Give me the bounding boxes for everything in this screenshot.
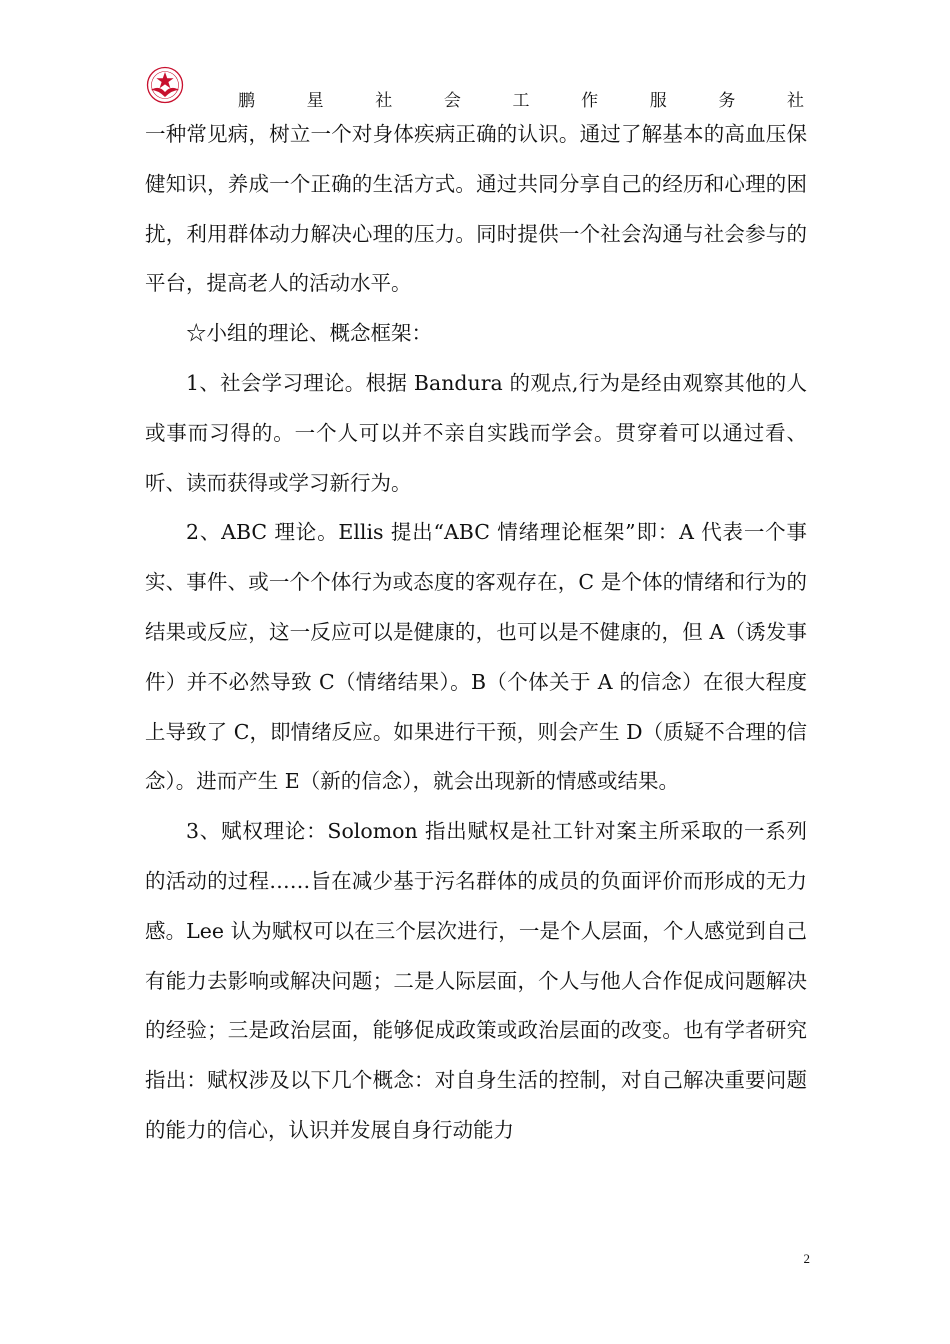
paragraph-intro-continued: 一种常见病，树立一个对身体疾病正确的认识。通过了解基本的高血压保健知识，养成一个正确的生活方式。通过共同分享自己的经历和心理的困扰，利用群体动力解决心理的压力。同时提供一个社会沟通与社会参与的平台，提高老人的活动水平。 xyxy=(145,122,807,296)
organization-name xyxy=(238,86,804,111)
star-eagle-emblem-icon xyxy=(142,66,188,104)
org-char: 鹏 xyxy=(238,91,255,111)
org-char: 社 xyxy=(375,91,393,111)
org-char: 会 xyxy=(443,91,461,111)
paragraph-empowerment-theory: 3、赋权理论：Solomon 指出赋权是社工针对案主所采取的一系列的活动的过程……旨在减少基于污名群体的成员的负面评价而形成的无力感。Lee 认为赋权可以在三个层次进行，一是个人层面，个人感觉到自己有能力去影响或解决问题；二是人际层面，个人与他人合作促成问题解决的经验；三是政治层面，能够促成政策或政治层面的改变。也有学者研究指出：赋权涉及以下几个概念：对自身生活的控制，对自己解决重要问题的能力的信心，认识并发展自身行动能力 xyxy=(145,819,807,1142)
page-number: 2 xyxy=(803,1251,810,1266)
page-header xyxy=(142,66,812,110)
org-char: 作 xyxy=(581,91,599,111)
org-char: 工 xyxy=(512,91,530,111)
org-char: 服 xyxy=(649,91,667,111)
org-char: 星 xyxy=(306,91,324,111)
document-body xyxy=(145,110,807,1156)
org-char: 社 xyxy=(787,91,804,111)
paragraph-social-learning-theory: 1、社会学习理论。根据 Bandura 的观点,行为是经由观察其他的人或事而习得的。一个人可以并不亲自实践而学会。贯穿着可以通过看、听、读而获得或学习新行为。 xyxy=(145,370,807,495)
section-heading-theory-framework: ☆小组的理论、概念框架： xyxy=(186,321,432,346)
org-char: 务 xyxy=(718,91,736,111)
paragraph-abc-theory: 2、ABC 理论。Ellis 提出“ABC 情绪理论框架”即：A 代表一个事实、事件、或一个个体行为或态度的客观存在，C 是个体的情绪和行为的结果或反应，这一反应可以是健康的，也可以是不健康的，但 A（诱发事件）并不必然导致 C（情绪结果）。B（个体关于 A 的信念）在很大程度上导致了 C，即情绪反应。如果进行干预，则会产生 D（质疑不合理的信念）。进而产生 E（新的信念），就会出现新的情感或结果。 xyxy=(145,520,807,794)
